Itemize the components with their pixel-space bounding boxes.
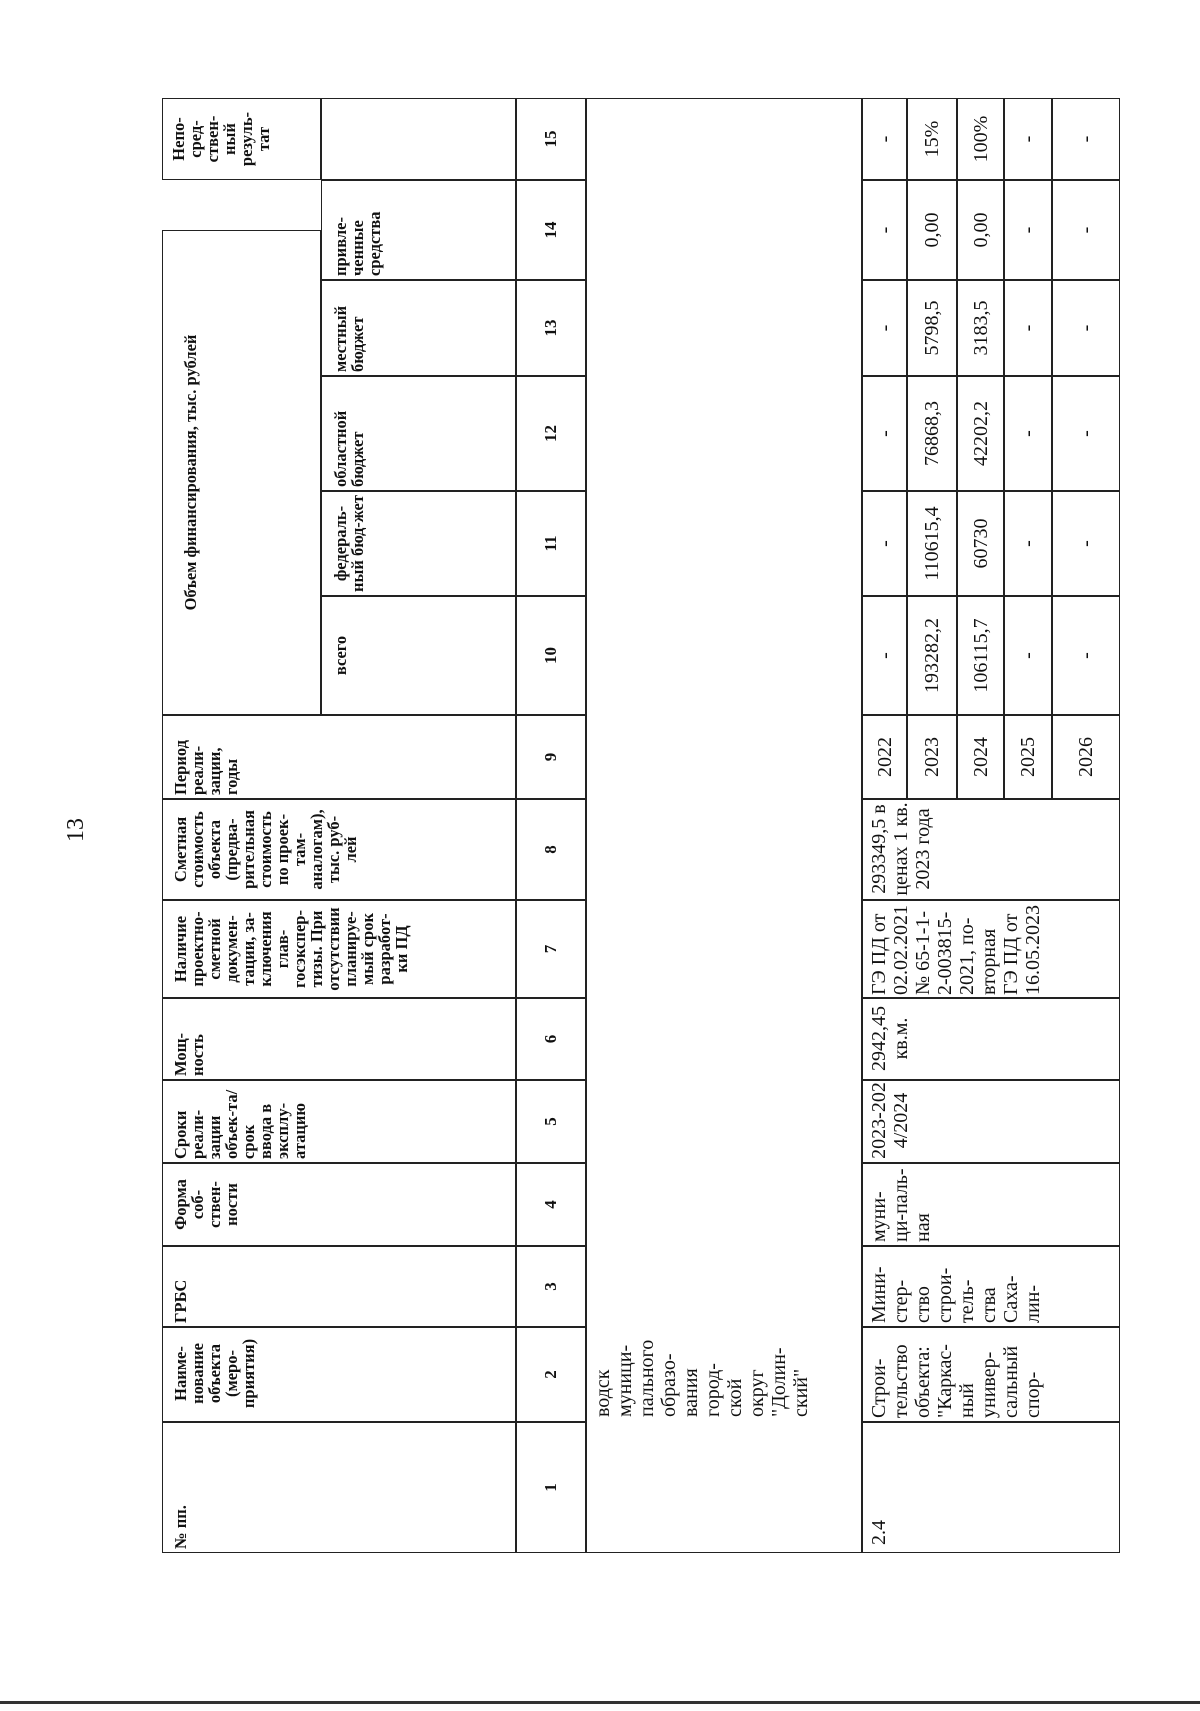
year-result-2026: -: [1075, 135, 1097, 143]
header-docs: Наличие проектно-сметной докумен-тации, за-ключения глав-госэкспер-тизы. При отсутствии планируе-мый срок разработ-ки ПД: [171, 907, 411, 991]
year-total-2025: -: [1017, 652, 1039, 659]
colnum-13: 13: [541, 319, 560, 337]
year-local-2025: -: [1017, 324, 1039, 332]
year-total-2024: 106115,7: [970, 618, 992, 693]
year-attracted-2026: -: [1075, 226, 1097, 234]
year-result-2024: 100%: [970, 115, 992, 163]
colnum-6: 6: [541, 1034, 560, 1044]
continuation-name: водск муници-пального образо-вания город-ской округ "Долин-ский": [592, 1339, 812, 1417]
year-regional-2026: -: [1075, 430, 1097, 437]
header-grbs: ГРБС: [171, 1279, 190, 1323]
colnum-9: 9: [541, 752, 560, 762]
row24-num-cell: [862, 1422, 1120, 1553]
year-year-2022: 2022: [874, 737, 896, 777]
colnum-5: 5: [541, 1117, 560, 1126]
header-cell-capacity: [162, 998, 516, 1080]
header-cell-total: [321, 596, 516, 715]
header-attracted: привле-ченные средства: [331, 211, 384, 276]
colnum-2: 2: [541, 1370, 560, 1379]
header-ownership: Форма соб-ствен-ности: [171, 1179, 241, 1230]
year-federal-2022: -: [874, 540, 896, 547]
year-attracted-2024: 0,00: [970, 212, 992, 248]
row24-name: Строи-тельство объекта: "Каркас-ный универ-сальный спор-: [868, 1344, 1044, 1418]
year-total-2022: -: [874, 652, 896, 659]
row24-ownership: муни-ци-паль-ная: [868, 1168, 934, 1242]
row24-docs: ГЭ ПД от 02.02.2021 № 65-1-1-2-003815-2021, по-вторная ГЭ ПД от 16.05.2023: [868, 905, 1044, 995]
year-year-2023: 2023: [921, 737, 943, 777]
header-funding-group: Объем финансирования, тыс. рублей: [181, 334, 200, 611]
year-regional-2023: 76868,3: [921, 401, 943, 466]
financing-table: [162, 98, 1120, 1553]
year-federal-2023: 110615,4: [921, 506, 943, 581]
year-local-2026: -: [1075, 324, 1097, 332]
header-local: местный бюджет: [331, 305, 367, 372]
colnum-15: 15: [541, 130, 560, 148]
page-number: 13: [63, 818, 89, 842]
year-year-2024: 2024: [970, 737, 992, 777]
row24-estimate: 293349,5 в ценах 1 кв. 2023 года: [868, 802, 934, 896]
header-total: всего: [331, 635, 350, 676]
year-year-2026: 2026: [1075, 737, 1097, 777]
year-year-2025: 2025: [1017, 737, 1039, 777]
header-name: Наиме-нование объекта (меро-приятия): [171, 1338, 258, 1409]
header-capacity: Мощ-ность: [171, 1032, 207, 1076]
colnum-1: 1: [541, 1483, 560, 1492]
row24-num: 2.4: [868, 1520, 890, 1545]
colnum-11: 11: [541, 535, 560, 552]
header-cell-grbs: [162, 1246, 516, 1327]
year-local-2024: 3183,5: [970, 300, 992, 356]
row24-grbs: Мини-стер-ство строи-тель-ства Саха-лин-: [868, 1266, 1044, 1323]
colnum-4: 4: [541, 1200, 560, 1209]
year-attracted-2025: -: [1017, 226, 1039, 234]
header-federal: федераль-ный бюд-жет: [331, 495, 367, 592]
header-terms: Сроки реали-зации объек-та/срок ввода в эксплу-атацию: [171, 1089, 309, 1159]
year-federal-2025: -: [1017, 540, 1039, 547]
header-regional: областной бюджет: [331, 410, 367, 487]
colnum-3: 3: [541, 1282, 560, 1291]
year-attracted-2022: -: [874, 226, 896, 234]
header-years: Период реали-зации, годы: [171, 740, 241, 795]
year-total-2026: -: [1075, 652, 1097, 659]
colnum-10: 10: [541, 647, 560, 664]
colnum-12: 12: [541, 425, 560, 442]
colnum-7: 7: [541, 944, 560, 954]
year-regional-2022: -: [874, 430, 896, 437]
colnum-14: 14: [541, 221, 560, 239]
header-cell-num: [162, 1422, 516, 1553]
colnum-8: 8: [541, 845, 560, 854]
header-num: № пп.: [171, 1505, 190, 1549]
year-result-2023: 15%: [921, 120, 943, 158]
year-regional-2025: -: [1017, 430, 1039, 437]
row24-terms: 2023-2024/2024: [868, 1082, 912, 1159]
header-estimate: Сметная стоимость объекта (предва-рительная стоимость по проек-там-аналогам), тыс. руб-лей: [171, 809, 360, 890]
year-local-2022: -: [874, 324, 896, 332]
header-result: Непо-сред-ствен-ный резуль-тат: [169, 111, 273, 167]
year-total-2023: 193282,2: [921, 618, 943, 693]
year-result-2025: -: [1017, 135, 1039, 143]
bottom-rule: [0, 1701, 1200, 1704]
year-local-2023: 5798,5: [921, 300, 943, 356]
header-cell-result-lower: [321, 98, 516, 180]
row24-capacity: 2942,45 кв.м.: [868, 1006, 912, 1071]
year-attracted-2023: 0,00: [921, 212, 943, 248]
year-result-2022: -: [874, 135, 896, 143]
year-federal-2024: 60730: [970, 518, 992, 569]
year-regional-2024: 42202,2: [970, 401, 992, 466]
year-federal-2026: -: [1075, 540, 1097, 547]
